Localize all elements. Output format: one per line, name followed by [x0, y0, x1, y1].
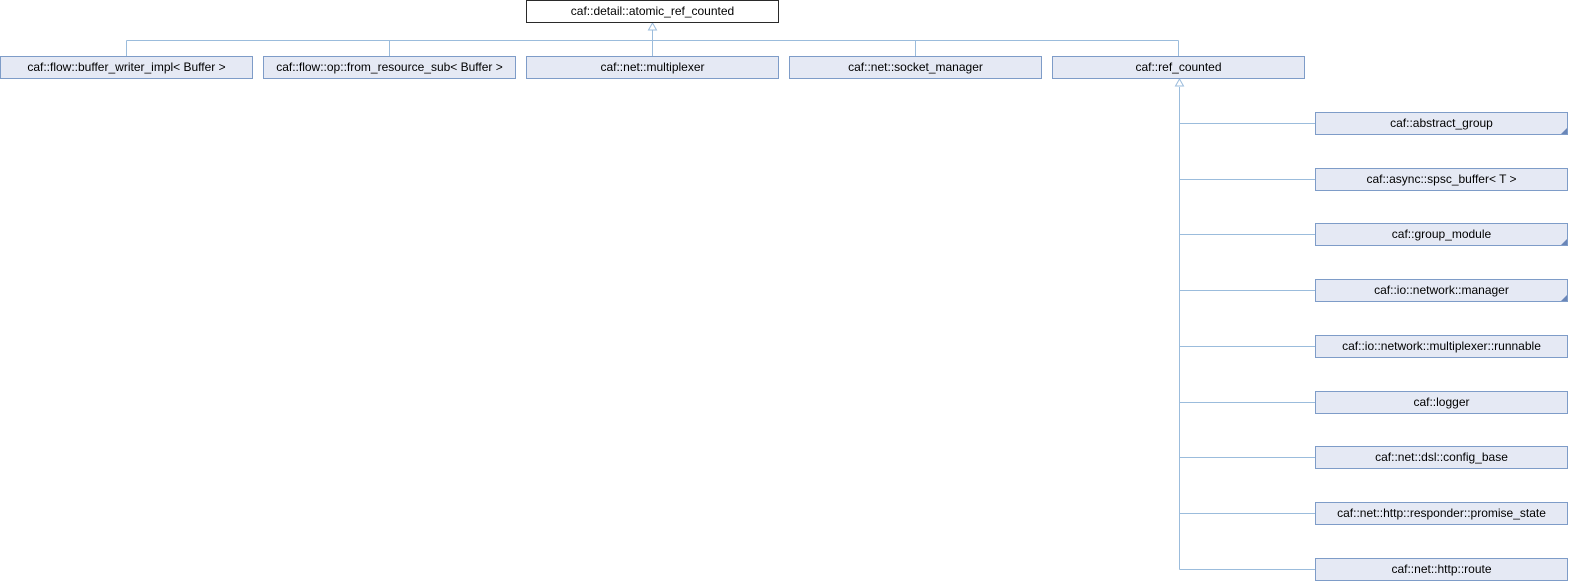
inheritance-arrow-ref-counted	[1176, 79, 1184, 86]
class-node-group-module[interactable]	[1315, 223, 1568, 246]
class-label: caf::net::multiplexer	[600, 60, 705, 74]
class-label: caf::abstract_group	[1390, 116, 1493, 130]
class-label: caf::net::dsl::config_base	[1375, 450, 1508, 464]
class-node-multiplexer-runnable[interactable]	[1315, 335, 1568, 358]
class-node-buffer-writer-impl[interactable]	[0, 56, 253, 79]
class-label: caf::ref_counted	[1135, 60, 1222, 74]
class-label: caf::flow::buffer_writer_impl< Buffer >	[27, 60, 226, 74]
class-node-atomic-ref-counted	[526, 0, 779, 23]
class-label: caf::io::network::multiplexer::runnable	[1342, 339, 1541, 353]
class-node-network-manager[interactable]	[1315, 279, 1568, 302]
class-node-promise-state[interactable]	[1315, 502, 1568, 525]
class-node-socket-manager[interactable]	[789, 56, 1042, 79]
class-node-http-route[interactable]	[1315, 558, 1568, 581]
class-node-config-base[interactable]	[1315, 446, 1568, 469]
class-label: caf::net::socket_manager	[848, 60, 983, 74]
inheritance-arrow-root	[649, 23, 657, 30]
class-label: caf::net::http::route	[1391, 562, 1492, 576]
class-label: caf::flow::op::from_resource_sub< Buffer >	[276, 60, 503, 74]
class-label: caf::net::http::responder::promise_state	[1337, 506, 1546, 520]
class-node-logger[interactable]	[1315, 391, 1568, 414]
class-label: caf::io::network::manager	[1374, 283, 1509, 297]
class-label: caf::group_module	[1391, 227, 1492, 241]
class-node-net-multiplexer[interactable]	[526, 56, 779, 79]
class-node-ref-counted[interactable]	[1052, 56, 1305, 79]
class-label: caf::detail::atomic_ref_counted	[570, 4, 735, 18]
class-node-from-resource-sub[interactable]	[263, 56, 516, 79]
class-node-abstract-group[interactable]	[1315, 112, 1568, 135]
class-label: caf::logger	[1413, 395, 1470, 409]
class-node-spsc-buffer[interactable]	[1315, 168, 1568, 191]
class-label: caf::async::spsc_buffer< T >	[1366, 172, 1517, 186]
